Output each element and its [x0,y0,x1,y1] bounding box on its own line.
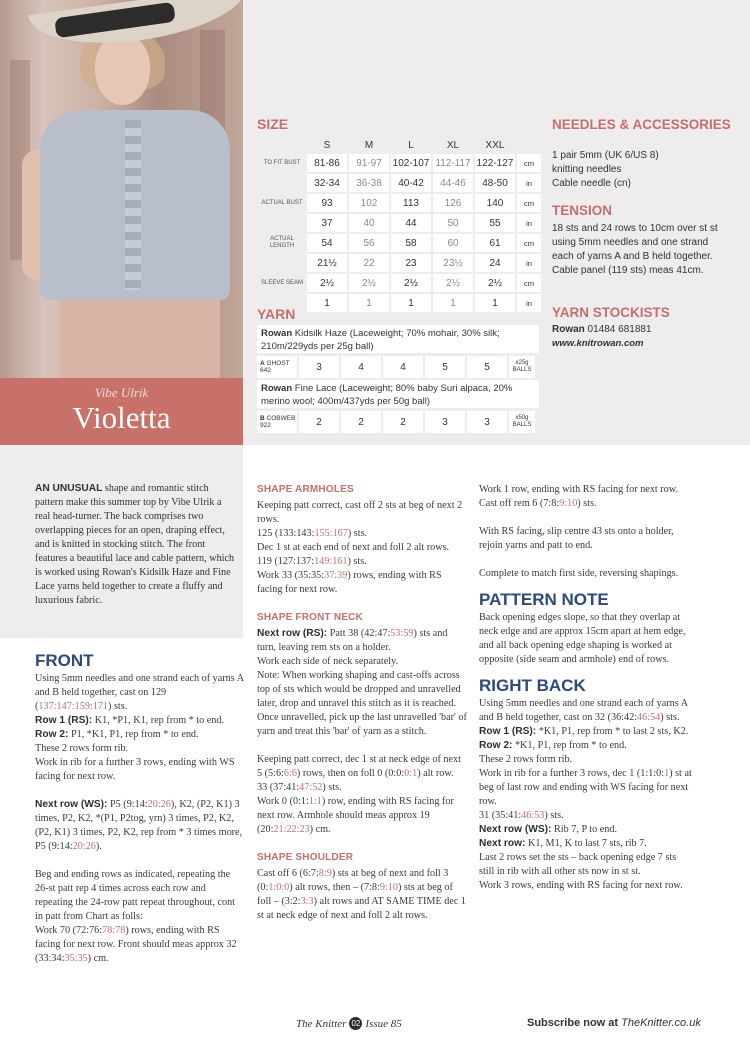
intro-paragraph: AN UNUSUAL shape and romantic stitch pattern make this summer top by Vibe Ulrik a real head-turner. The back comprises two overlapping pieces for an open, draping effect, and is knitted in stocking stitch. The front features a beautiful lace and cable pattern, which is worked using Rowan's Kidsilk Haze and Fine Lace yarns held together to create a fluffy and luxurious fabric. [35,483,235,606]
size-row [259,274,541,292]
size-row [259,294,541,312]
size-row [259,154,541,172]
yarn-b-amount-xl: 3 [425,411,465,433]
needles-list: 1 pair 5mm (UK 6/US 8) knitting needles Cable needle (cn) [552,150,659,189]
size-unit: cm [517,274,541,292]
yarn-a-row [257,356,535,378]
size-cell: 23½ [433,254,473,272]
size-cell: 55 [475,214,515,232]
size-cell: 50 [433,214,473,232]
size-cell: 21½ [307,254,347,272]
size-unit: cm [517,154,541,172]
tension-text: 18 sts and 24 rows to 10cm over st st using 5mm needles and one strand each of yarns A and B held together. Cable panel (119 sts) meas 41cm. [552,223,718,276]
yarn-b-shade: B COBWEB 922 [257,411,297,433]
size-row [259,254,541,272]
size-header-l: L [408,139,414,151]
size-cell: 23 [391,254,431,272]
size-cell: 40 [349,214,389,232]
size-heading: SIZE [257,116,289,132]
size-unit: cm [517,234,541,252]
size-header-s: S [323,139,331,151]
size-cell: 44 [391,214,431,232]
size-cell: 2½ [391,274,431,292]
stockists-heading: YARN STOCKISTS [552,305,670,320]
size-row-label: ACTUAL LENGTH [269,236,295,249]
size-cell: 32-34 [307,174,347,192]
subscribe-link[interactable]: TheKnitter.co.uk [621,1017,701,1029]
yarn-a-amount-xl: 5 [425,356,465,378]
size-cell: 112-117 [433,154,473,172]
size-row-label: TO FIT BUST [263,159,301,166]
size-cell: 2½ [433,274,473,292]
stockists-url[interactable]: www.knitrowan.com [552,338,644,349]
size-row [259,174,541,192]
front-neck-heading: SHAPE FRONT NECK [257,612,363,623]
footer-magazine: The Knitter 02 Issue 85 [296,1017,402,1030]
size-cell: 1 [475,294,515,312]
shaping-section: SHAPE ARMHOLES Keeping patt correct, cast off 2 sts at beg of next 2 rows. 125 (133:143:155:167) sts. Dec 1 st at each end of next and foll 2 alt rows. 119 (127:137:149:161) sts. Work 33 (35:35:37:39) rows, ending with RS facing for next row. SHAPE FRONT NECK Next row (RS): Patt 38 (42:47:53:59) sts and turn, leaving rem sts on a holder. Work each side of neck separately. Note: When working shaping and cast-offs across top of sts which would be dropped and unravelled later, drop and unravel this stitch as it is reached. Once unravelled, pick up the last unravelled 'bar' of yarn and treat this 'bar' of yarn as a stitch. Keeping patt correct, dec 1 st at neck edge of next 5 (5:6:6:6) rows, then on foll 0 (0:0:0:1) alt row. 33 (37:41:47:52) sts. Work 0 (0:1:1:1) row, ending with RS facing for next row. Armhole should meas approx 19 (20:21:22:23) cm. SHAPE SHOULDER Cast off 6 (6:7:8:9) sts at beg of next and foll 3 (0:1:0:0) alt rows, then – (7:8:9:10) sts at beg of foll – (3:2:3:3) alt rows and AT SAME TIME dec 1 st at neck edge of next and foll 2 alt rows. [257,484,467,921]
yarn-a-description: Rowan Kidsilk Haze (Laceweight; 70% mohair, 30% silk; 210m/229yds per 25g ball) [257,325,539,353]
shoulder-heading: SHAPE SHOULDER [257,852,354,863]
size-cell: 58 [391,234,431,252]
size-cell: 22 [349,254,389,272]
size-cell: 102 [349,194,389,212]
size-cell: 48-50 [475,174,515,192]
size-cell: 102-107 [391,154,431,172]
size-cell: 1 [391,294,431,312]
yarn-a-shade: A GHOST 642 [257,356,297,378]
back-section: Work 1 row, ending with RS facing for next row. Cast off rem 6 (7:8:9:10) sts. With RS facing, slip centre 43 sts onto a holder, rejoin yarns and patt to end. Complete to match first side, reversing shapings. PATTERN NOTE Back opening edges slope, so that they overlap at neck edge and are approx 15cm apart at hem edge, and all back opening edge shaping is worked at opposite (side seam and armhole) end of rows. RIGHT BACK Using 5mm needles and one strand each of yarns A and B held together, cast on 32 (36:42:46:54) sts. Row 1 (RS): *K1, P1, rep from * to last 2 sts, K2. Row 2: *K1, P1, rep from * to end. These 2 rows form rib. Work in rib for a further 3 rows, dec 1 (1:1:0:1) st at beg of last row and ending with WS facing for next row. 31 (35:41:46:53) sts. Next row (WS): Rib 7, P to end. Next row: K1, M1, K to last 7 sts, rib 7. Last 2 rows set the sts – back opening edge 7 sts still in rib with all other sts now in st st. Work 3 rows, ending with RS facing for next row. [479,483,694,893]
size-header-m: M [364,139,374,151]
size-row-label [259,254,305,272]
size-cell: 24 [475,254,515,272]
stockists-info: Rowan 01484 681881 www.knitrowan.com [552,323,742,351]
yarn-a-ball-unit: x25g BALLS [509,356,535,378]
size-unit: in [517,174,541,192]
size-cell: 93 [307,194,347,212]
size-cell: 36-38 [349,174,389,192]
yarn-b-ball-unit: x50g BALLS [509,411,535,433]
size-row [259,214,541,232]
yarn-a-amount-xxl: 5 [467,356,507,378]
size-cell: 1 [307,294,347,312]
size-unit: in [517,294,541,312]
size-cell: 61 [475,234,515,252]
yarn-a-amount-m: 4 [341,356,381,378]
size-cell: 37 [307,214,347,232]
size-cell: 122-127 [475,154,515,172]
yarn-b-row [257,411,535,433]
size-row-label: SLEEVE SEAM [260,279,304,286]
size-cell: 2½ [349,274,389,292]
size-cell: 54 [307,234,347,252]
size-unit: in [517,254,541,272]
pattern-title: Violetta [72,400,171,435]
footer-subscribe: Subscribe now at TheKnitter.co.uk [527,1017,701,1029]
front-section: FRONT Using 5mm needles and one strand each of yarns A and B held together, cast on 129 (137:147:159:171) sts. Row 1 (RS): K1, *P1, K1, rep from * to end. Row 2: P1, *K1, P1, rep from * to end. These 2 rows form rib. Work in rib for a further 3 rows, ending with WS facing for next row. Next row (WS): P5 (9:14:20:26), K2, (P2, K1) 3 times, P2, K2, *(P1, P2tog, yrn) 3 times, P2, K2, (P2, K1) 3 times, P2, K2, rep from * 3 times more, P5 (9:14:20:26). Beg and ending rows as indicated, repeating the 26-st patt rep 4 times across each row and repeating the 24-row patt repeat throughout, cont in patt from Chart as folls: Work 70 (72:76:78:78) rows, ending with RS facing for next row. Front should meas approx 32 (33:34:35:35) cm. [35,651,244,964]
size-header-xl: XL [446,139,460,151]
yarn-b-description: Rowan Fine Lace (Laceweight; 80% baby Suri alpaca, 20% merino wool; 400m/437yds per 50g ball) [257,380,539,408]
size-header-xxl: XXL [485,139,505,151]
size-table [257,136,543,314]
front-heading: FRONT [35,651,94,670]
size-cell: 91-97 [349,154,389,172]
yarn-heading: YARN [257,306,296,322]
armholes-heading: SHAPE ARMHOLES [257,484,354,495]
size-row [259,234,541,252]
size-cell: 40-42 [391,174,431,192]
size-cell: 126 [433,194,473,212]
size-cell: 60 [433,234,473,252]
size-row-label [259,214,305,232]
size-cell: 140 [475,194,515,212]
yarn-a-amount-l: 4 [383,356,423,378]
model-photo [0,0,243,378]
yarn-b-amount-m: 2 [341,411,381,433]
yarn-a-amount-s: 3 [299,356,339,378]
size-cell: 44-46 [433,174,473,192]
size-row [259,194,541,212]
yarn-b-amount-l: 2 [383,411,423,433]
size-cell: 113 [391,194,431,212]
size-cell: 1 [433,294,473,312]
size-unit: in [517,214,541,232]
yarn-b-amount-s: 2 [299,411,339,433]
right-back-heading: RIGHT BACK [479,676,586,695]
size-unit: cm [517,194,541,212]
size-row-label [259,174,305,192]
size-cell: 2½ [307,274,347,292]
size-cell: 2½ [475,274,515,292]
size-cell: 81-86 [307,154,347,172]
size-cell: 1 [349,294,389,312]
designer-name: Vibe Ulrik [94,385,149,400]
page-number: 02 [349,1017,362,1030]
tension-heading: TENSION [552,203,613,218]
size-cell: 56 [349,234,389,252]
needles-heading: NEEDLES & ACCESSORIES [552,117,731,132]
pattern-note-heading: PATTERN NOTE [479,590,609,609]
yarn-b-amount-xxl: 3 [467,411,507,433]
size-row-label: ACTUAL BUST [261,199,303,206]
